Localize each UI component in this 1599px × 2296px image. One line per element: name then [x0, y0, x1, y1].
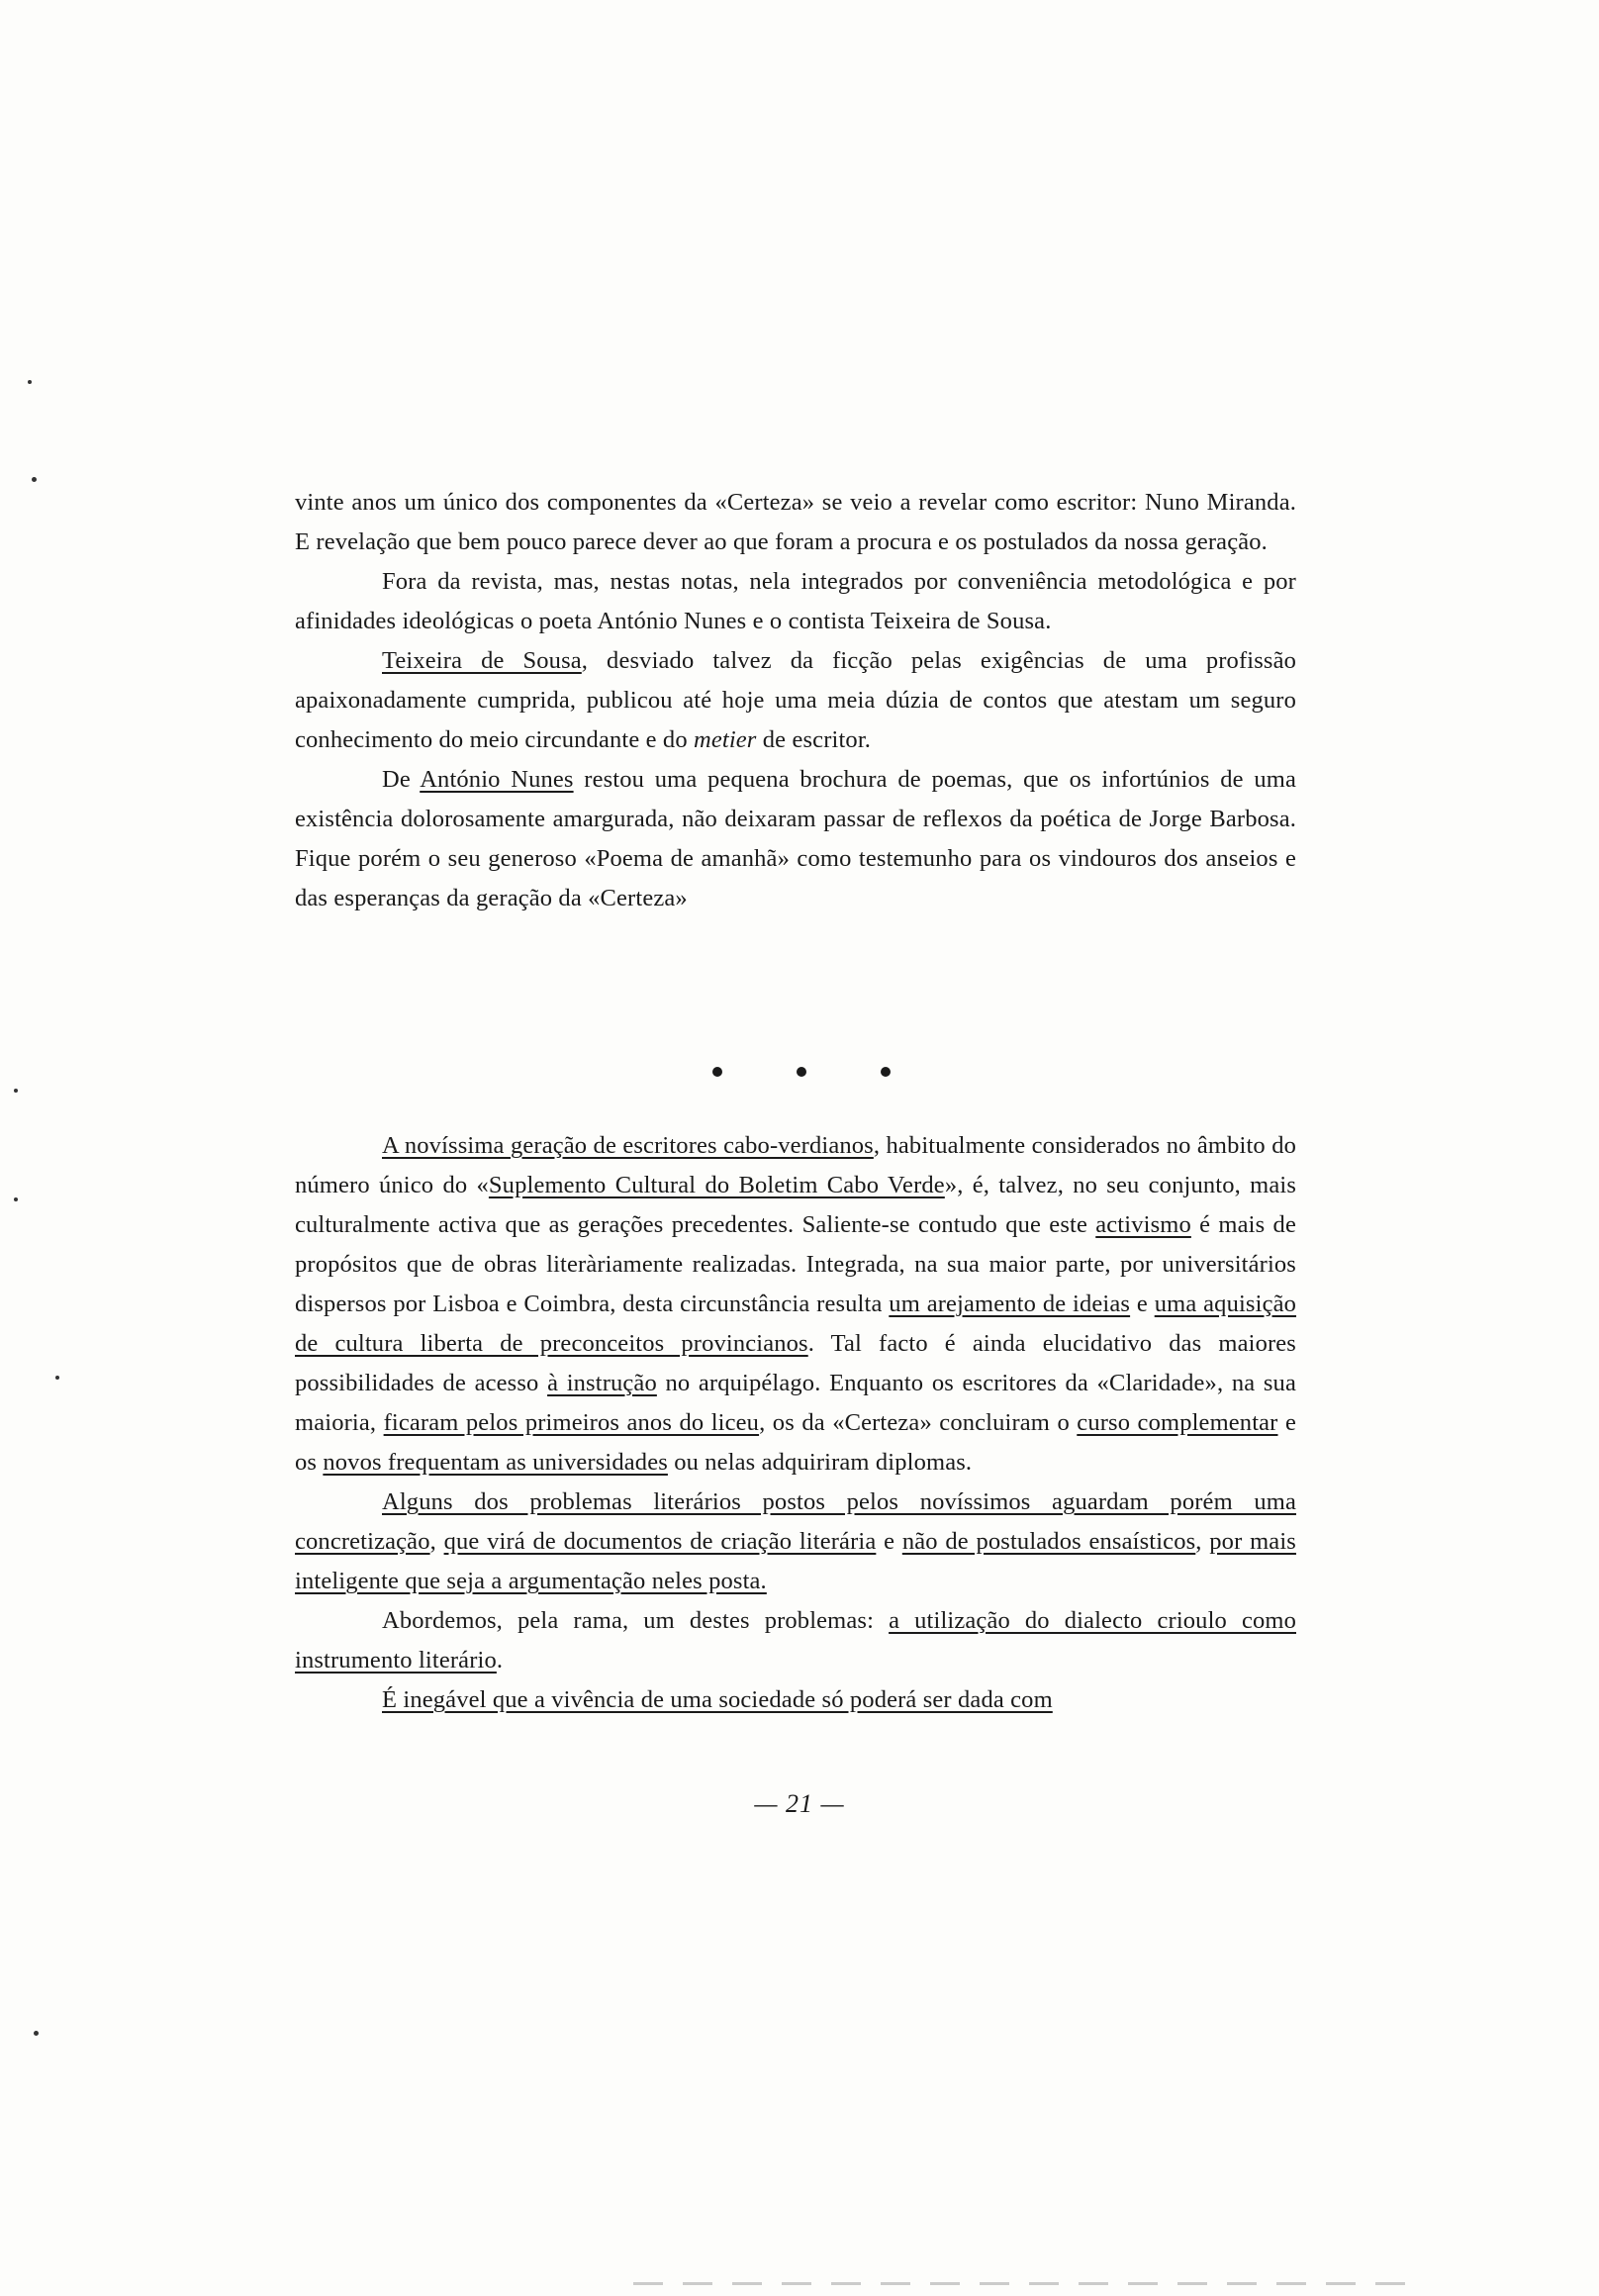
text-segment: e os: [295, 1409, 1296, 1476]
underline-activismo: activismo: [1095, 1211, 1191, 1238]
text-segment: ou nelas adquiriram diplomas.: [667, 1449, 973, 1476]
underline-universidades: novos frequentam as universidades: [323, 1449, 668, 1476]
paragraph-1: [295, 483, 1296, 562]
underline-liceu: ficaram pelos primeiros anos do liceu: [383, 1409, 760, 1436]
text-segment: ,: [1195, 1528, 1210, 1555]
paragraph-7: [295, 1601, 1296, 1680]
paragraph-5: [295, 1126, 1296, 1483]
underline-suplemento: Suplemento Cultural do Boletim Cabo Verde: [488, 1172, 945, 1198]
scan-speck: [14, 1089, 18, 1093]
paragraph-1-text: vinte anos um único dos componentes da «Certeza» se veio a revelar como escritor: Nuno Miranda. E revelação que bem pouco parece dever ao que foram a procura e os postulados da nossa geração.: [295, 489, 1296, 555]
underline-documentos-criacao: que virá de documentos de criação literária: [443, 1528, 877, 1555]
underlined-name-antonio-nunes: António Nunes: [420, 766, 574, 793]
underline-inegavel: É inegável que a vivência de uma sociedade só poderá ser dada com: [382, 1686, 1053, 1713]
text-segment: é mais de propósitos que de obras literàriamente realizadas. Integrada, na sua maior parte, por universitários dispersos por Lisboa e Coimbra, desta circunstância resulta: [295, 1211, 1296, 1317]
underline-aquisicao-cultura: uma aquisição de cultura liberta de preconceitos provincianos: [295, 1291, 1297, 1357]
underline-curso-complementar: curso complementar: [1077, 1409, 1278, 1436]
text-segment: , habitualmente considerados no âmbito do número único do «: [295, 1132, 1297, 1198]
scan-speck: [34, 2031, 39, 2036]
section-separator: [712, 1057, 891, 1087]
text-segment: ,: [429, 1528, 444, 1555]
text-segment: », é, talvez, no seu conjunto, mais culturalmente activa que as gerações precedentes. Saliente-se contudo que este: [295, 1172, 1297, 1238]
separator-dot: [712, 1067, 722, 1077]
text-segment: Abordemos, pela rama, um destes problemas:: [382, 1607, 890, 1634]
paragraph-2: [295, 562, 1296, 641]
paragraph-3-text: , desviado talvez da ficção pelas exigências de uma profissão apaixonadamente cumprida, publicou até hoje uma meia dúzia de contos que atestam um seguro conhecimento do meio circundante e do: [295, 647, 1297, 753]
underline-postulados: não de postulados ensaísticos: [901, 1528, 1196, 1555]
paragraph-3-end: de escritor.: [756, 726, 872, 753]
underline-problemas-literarios: Alguns dos problemas literários postos pelos novíssimos aguardam porém uma concretização: [295, 1488, 1296, 1555]
text-segment: e: [1130, 1291, 1155, 1317]
underlined-name-teixeira: Teixeira de Sousa: [382, 647, 582, 674]
scan-artifact-line: [633, 2282, 1425, 2285]
paragraph-2-text: Fora da revista, mas, nestas notas, nela integrados por conveniência metodológica e por afinidades ideológicas o poeta António Nunes e o contista Teixeira de Sousa.: [295, 568, 1296, 634]
separator-dot: [797, 1067, 806, 1077]
underline-arejamento: um arejamento de ideias: [889, 1291, 1131, 1317]
separator-dot: [881, 1067, 891, 1077]
underline-novissima-geracao: A novíssima geração de escritores cabo-verdianos: [382, 1132, 874, 1159]
scan-speck: [28, 380, 32, 384]
page-number: — 21 —: [754, 1789, 845, 1818]
text-segment: e: [876, 1528, 902, 1555]
underline-dialecto-crioulo: a utilização do dialecto crioulo como instrumento literário: [295, 1607, 1296, 1674]
scan-speck: [55, 1376, 59, 1380]
scan-speck: [14, 1197, 18, 1201]
paragraph-6: [295, 1483, 1296, 1601]
word-metier: metier: [694, 726, 757, 753]
text-column-lower: [295, 1126, 1296, 1720]
text-segment: . Tal facto é ainda elucidativo das maiores possibilidades de acesso: [295, 1330, 1296, 1396]
underline-instrucao: à instrução: [547, 1370, 657, 1396]
paragraph-3: [295, 641, 1296, 760]
underline-argumentacao: por mais inteligente que seja a argumentação neles posta.: [295, 1528, 1296, 1594]
text-segment: no arquipélago. Enquanto os escritores da «Claridade», na sua maioria,: [295, 1370, 1296, 1436]
text-segment: , os da «Certeza» concluiram o: [759, 1409, 1078, 1436]
text-column: [295, 483, 1296, 918]
paragraph-4-start: De: [382, 766, 421, 793]
paragraph-4-text: restou uma pequena brochura de poemas, que os infortúnios de uma existência dolorosamente amargurada, não deixaram passar de reflexos da poética de Jorge Barbosa. Fique porém o seu generoso «Poema de amanhã» como testemunho para os vindouros dos anseios e das esperanças da geração da «Certeza»: [295, 766, 1296, 911]
text-segment: .: [496, 1647, 504, 1674]
scan-speck: [32, 477, 37, 482]
paragraph-4: [295, 760, 1296, 918]
paragraph-8: [295, 1680, 1296, 1720]
